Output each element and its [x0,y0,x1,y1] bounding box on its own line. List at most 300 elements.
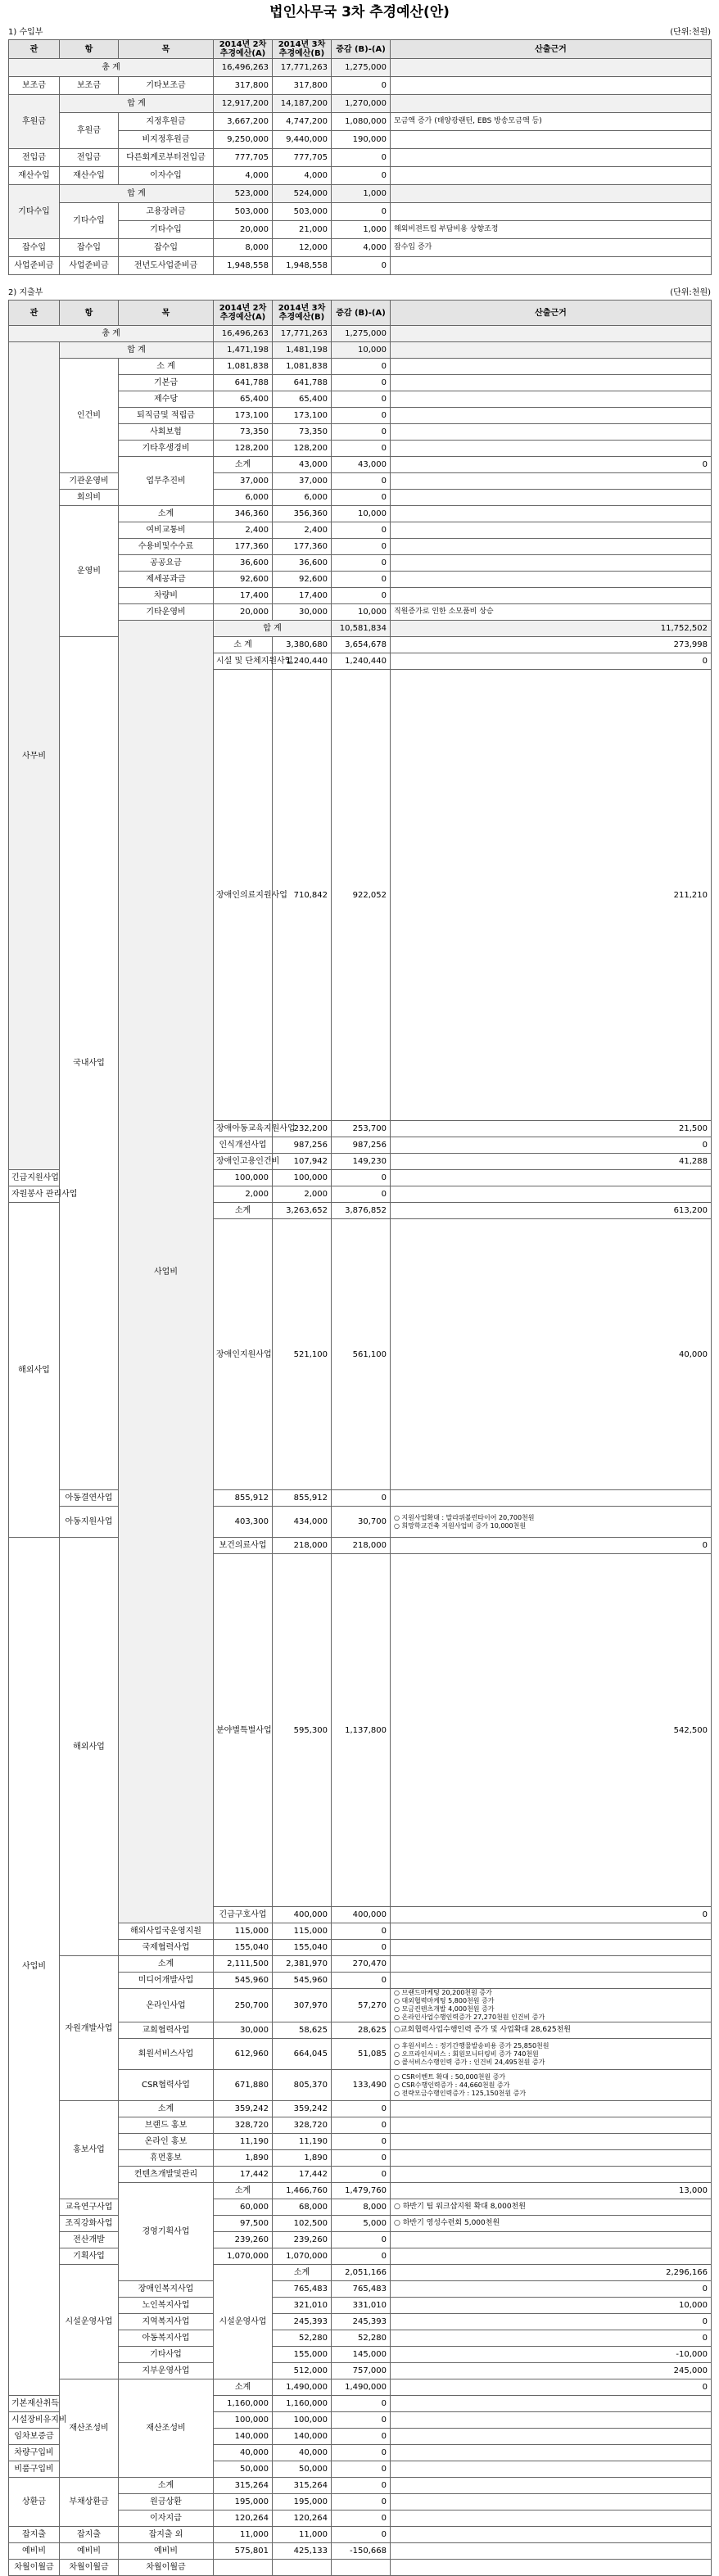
category-cell: 기본재산취득 [9,2396,60,2412]
category-cell: 전년도사업준비금 [119,257,214,275]
category-cell: 합 계 [60,95,214,113]
table-row [9,2216,712,2232]
amount-cell: 115,000 [273,1923,332,1940]
amount-cell: 14,187,200 [273,95,332,113]
category-cell: 소계 [214,457,273,473]
basis-cell [391,77,712,95]
basis-cell [391,326,712,342]
amount-cell: 16,496,263 [214,59,273,77]
amount-cell: 1,080,000 [332,113,391,131]
amount-cell: 43,000 [332,457,391,473]
table-row [9,2199,712,2216]
basis-cell [391,572,712,588]
category-cell: 노인복지사업 [119,2298,214,2314]
amount-cell: 0 [332,167,391,185]
category-cell: 온라인사업 [119,1989,214,2022]
amount-cell: 10,000 [332,506,391,522]
amount-cell: 17,400 [273,588,332,604]
category-cell: 잡수입 [60,239,119,257]
expense-header-row [9,301,712,326]
amount-cell: 16,496,263 [214,326,273,342]
header-diff: 증감 (B)-(A) [332,40,391,59]
amount-cell: 855,912 [214,1490,273,1507]
amount-cell: 1,466,760 [273,2183,332,2199]
table-row [9,2248,712,2265]
amount-cell: 2,296,166 [391,2265,712,2281]
amount-cell: 120,264 [214,2510,273,2527]
category-cell: 차량비 [119,588,214,604]
amount-cell: 757,000 [332,2363,391,2379]
amount-cell: 521,100 [273,1219,332,1490]
table-row [9,326,712,342]
header-budget-b: 2014년 3차 추경예산(B) [273,40,332,59]
amount-cell: 50,000 [214,2461,273,2478]
amount-cell: 11,000 [273,2527,332,2543]
amount-cell: 545,960 [273,1973,332,1989]
amount-cell: 245,393 [332,2314,391,2330]
amount-cell: 100,000 [273,1170,332,1186]
amount-cell: 58,625 [273,2022,332,2039]
table-row [9,203,712,221]
basis-cell [391,2248,712,2265]
amount-cell: 765,483 [273,2281,332,2298]
basis-cell [391,1186,712,1203]
amount-cell: 36,600 [214,555,273,572]
category-cell: 상환금 [9,2478,60,2527]
basis-cell [391,95,712,113]
amount-cell: 239,260 [214,2232,273,2248]
category-cell: 차량구입비 [9,2445,60,2461]
table-row [9,1538,712,1554]
table-row [9,2527,712,2543]
amount-cell: 133,490 [332,2070,391,2101]
category-cell: 업무추진비 [119,457,214,506]
basis-cell: 직원증가로 인한 소모품비 상승 [391,604,712,621]
basis-cell [391,131,712,149]
category-cell: 장애인복지사업 [119,2281,214,2298]
amount-cell: 65,400 [214,391,273,408]
amount-cell: 68,000 [273,2199,332,2216]
amount-cell: 0 [332,1170,391,1186]
amount-cell: 30,700 [332,1507,391,1538]
amount-cell: 8,000 [214,239,273,257]
amount-cell: 987,256 [273,1137,332,1154]
amount-cell: 777,705 [214,149,273,167]
amount-cell: 512,000 [273,2363,332,2379]
basis-cell [391,588,712,604]
amount-cell: 211,210 [391,670,712,1121]
table-row [9,149,712,167]
category-cell: 잡지출 외 [119,2527,214,2543]
amount-cell: 4,747,200 [273,113,332,131]
header-diff: 증감 (B)-(A) [332,301,391,326]
header-hang: 항 [60,301,119,326]
table-row [9,2101,712,2117]
basis-cell [391,2232,712,2248]
category-cell: 후원금 [60,113,119,149]
category-cell: 소계 [214,2379,273,2396]
amount-cell: 0 [332,408,391,424]
amount-cell: 0 [332,490,391,506]
amount-cell: 102,500 [273,2216,332,2232]
amount-cell: 0 [332,1973,391,1989]
amount-cell: 30,000 [273,604,332,621]
amount-cell: 0 [391,653,712,670]
table-row [9,239,712,257]
basis-cell: ○교회협력사업수행인력 증가 및 사업확대 28,625천원 [391,2022,712,2039]
category-cell: 재산수입 [9,167,60,185]
amount-cell: 2,381,970 [273,1956,332,1973]
amount-cell: 524,000 [273,185,332,203]
category-cell: 장애인의료지원사업 [214,670,273,1121]
amount-cell: 20,000 [214,604,273,621]
amount-cell: 317,800 [214,77,273,95]
basis-cell [391,408,712,424]
category-cell: 자원봉사 관리사업 [9,1186,60,1203]
amount-cell: 177,360 [273,539,332,555]
amount-cell: 250,700 [214,1989,273,2022]
table-row [9,1956,712,1973]
amount-cell: -150,668 [332,2543,391,2560]
category-cell: 차월이월금 [9,2560,60,2576]
amount-cell: 328,720 [273,2117,332,2134]
category-cell: 전입금 [9,149,60,167]
category-cell: 기타후생경비 [119,441,214,457]
category-cell: 소계 [119,1956,214,1973]
amount-cell: 434,000 [273,1507,332,1538]
category-cell: 온라인 홍보 [119,2134,214,2150]
table-row [9,113,712,131]
amount-cell: 1,000 [332,221,391,239]
amount-cell: 1,948,558 [273,257,332,275]
income-header-row [9,40,712,59]
amount-cell: 346,360 [214,506,273,522]
basis-cell [391,2117,712,2134]
basis-cell [391,2150,712,2167]
category-cell: 제수당 [119,391,214,408]
amount-cell: 0 [332,203,391,221]
table-row [9,2478,712,2494]
amount-cell: 1,275,000 [332,326,391,342]
basis-cell [391,1490,712,1507]
amount-cell: 359,242 [214,2101,273,2117]
amount-cell: 232,200 [273,1121,332,1137]
amount-cell: 9,440,000 [273,131,332,149]
category-cell: 기관운영비 [60,473,119,490]
category-cell: 긴급지원사업 [9,1170,60,1186]
amount-cell: 0 [332,257,391,275]
basis-cell [391,1973,712,1989]
basis-cell [391,1956,712,1973]
category-cell: 조직강화사업 [60,2216,119,2232]
amount-cell: 2,051,166 [332,2265,391,2281]
category-cell: 소계 [214,2183,273,2199]
basis-cell [391,490,712,506]
category-cell: 긴급구호사업 [214,1907,273,1923]
amount-cell: 2,000 [273,1186,332,1203]
category-cell: 국제협력사업 [119,1940,214,1956]
amount-cell: 41,288 [391,1154,712,1170]
category-cell: 이자지급 [119,2510,214,2527]
amount-cell: 13,000 [391,2183,712,2199]
amount-cell: 239,260 [273,2232,332,2248]
amount-cell: 100,000 [214,2412,273,2429]
basis-cell [391,2445,712,2461]
amount-cell: 671,880 [214,2070,273,2101]
table-row [9,2265,712,2281]
table-row [9,2232,712,2248]
amount-cell: 0 [332,1490,391,1507]
amount-cell: 307,970 [273,1989,332,2022]
amount-cell: 0 [332,2101,391,2117]
category-cell: 소계 [119,2478,214,2494]
amount-cell: 0 [332,572,391,588]
category-cell: 회원서비스사업 [119,2039,214,2070]
amount-cell: 0 [332,1923,391,1940]
category-cell: 사회보험 [119,424,214,441]
table-row [9,77,712,95]
amount-cell: 0 [332,2510,391,2527]
amount-cell: 270,470 [332,1956,391,1973]
amount-cell: 2,400 [214,522,273,539]
amount-cell: 36,600 [273,555,332,572]
amount-cell: 245,393 [273,2314,332,2330]
amount-cell: 51,085 [332,2039,391,2070]
basis-cell: ○ 지원사업확대 : 말라위볼런타이어 20,700천원 ○ 희망학교건축 지원사업비 증가 10,000천원 [391,1507,712,1538]
category-cell: 시설운영사업 [214,2265,273,2379]
amount-cell: 0 [332,2445,391,2461]
category-cell: 수용비및수수료 [119,539,214,555]
category-cell: 보조금 [9,77,60,95]
basis-cell [391,2510,712,2527]
basis-cell: ○ 하반기 팀 워크샵지원 확대 8,000천원 [391,2199,712,2216]
amount-cell: 765,483 [332,2281,391,2298]
category-cell: 재산조성비 [60,2379,119,2478]
amount-cell: 400,000 [332,1907,391,1923]
amount-cell: 100,000 [273,2412,332,2429]
amount-cell: 1,160,000 [273,2396,332,2412]
basis-cell [391,2478,712,2494]
amount-cell: 1,948,558 [214,257,273,275]
amount-cell: 0 [332,2150,391,2167]
basis-cell [391,2429,712,2445]
basis-cell [391,2167,712,2183]
basis-cell [391,424,712,441]
category-cell: 합 계 [60,342,214,359]
amount-cell: 40,000 [391,1219,712,1490]
category-cell: 기타사업 [119,2347,214,2363]
category-cell: 기본급 [119,375,214,391]
amount-cell: 613,200 [391,1203,712,1219]
amount-cell: 0 [391,1907,712,1923]
amount-cell: 3,667,200 [214,113,273,131]
header-mok: 목 [119,301,214,326]
amount-cell: 195,000 [273,2494,332,2510]
category-cell: 해외사업 [60,1538,119,1956]
category-cell: 총 계 [9,59,214,77]
amount-cell: 0 [332,77,391,95]
amount-cell: 0 [332,149,391,167]
table-row [9,95,712,113]
category-cell: 재산조성비 [119,2379,214,2478]
amount-cell: 0 [332,522,391,539]
basis-cell [391,2560,712,2576]
category-cell: 장애아동교육지원사업 [214,1121,273,1137]
basis-cell [391,555,712,572]
header-budget-b: 2014년 3차 추경예산(B) [273,301,332,326]
income-section-label: 1) 수입부 [8,28,43,37]
category-cell: 차월이월금 [60,2560,119,2576]
category-cell: 해외사업 [9,1203,60,1538]
category-cell: 인식개선사업 [214,1137,273,1154]
basis-cell: ○ CSR이벤트 확대 : 50,000천원 증가 ○ CSR수행인력증가 : 44,660천원 증가 ○ 전략모금수행인력증가 : 125,150천원 증가 [391,2070,712,2101]
amount-cell: 1,070,000 [273,2248,332,2265]
amount-cell: 0 [332,2429,391,2445]
category-cell: 부채상환금 [60,2478,119,2527]
amount-cell: 10,000 [332,604,391,621]
amount-cell: 317,800 [273,77,332,95]
table-row [9,506,712,522]
amount-cell: 145,000 [332,2347,391,2363]
amount-cell: 30,000 [214,2022,273,2039]
basis-cell [391,539,712,555]
category-cell: 국내사업 [60,637,119,1490]
category-cell: 후원금 [9,95,60,149]
amount-cell: 1,490,000 [273,2379,332,2396]
amount-cell: 805,370 [273,2070,332,2101]
amount-cell: 43,000 [273,457,332,473]
basis-cell [391,2543,712,2560]
table-row [9,59,712,77]
category-cell: 잡지출 [60,2527,119,2543]
amount-cell [214,2560,273,2576]
category-cell: 브랜드 홍보 [119,2117,214,2134]
amount-cell: 1,890 [273,2150,332,2167]
amount-cell: 28,625 [332,2022,391,2039]
amount-cell: 128,200 [273,441,332,457]
table-row [9,1507,712,1538]
basis-cell [391,2461,712,2478]
amount-cell: 218,000 [332,1538,391,1554]
amount-cell: 92,600 [214,572,273,588]
category-cell: 사업비 [119,621,214,1923]
amount-cell: 17,400 [214,588,273,604]
category-cell: 기타수입 [119,221,214,239]
category-cell: 기획사업 [60,2248,119,2265]
amount-cell: 0 [391,2330,712,2347]
category-cell: 교회협력사업 [119,2022,214,2039]
expense-unit-label: (단위:천원) [670,288,711,297]
category-cell: 미디어개발사업 [119,1973,214,1989]
amount-cell: 1,240,440 [332,653,391,670]
basis-cell [391,185,712,203]
amount-cell: 641,788 [214,375,273,391]
category-cell: 소계 [119,506,214,522]
amount-cell: 17,771,263 [273,326,332,342]
amount-cell: 0 [332,2232,391,2248]
category-cell: 소 계 [119,359,214,375]
amount-cell: 6,000 [214,490,273,506]
basis-cell [391,375,712,391]
category-cell: 경영기획사업 [119,2183,214,2281]
amount-cell: 5,000 [332,2216,391,2232]
category-cell: 컨텐츠개발및관리 [119,2167,214,2183]
table-row [9,359,712,375]
amount-cell: 1,160,000 [214,2396,273,2412]
amount-cell: 17,442 [214,2167,273,2183]
amount-cell: 400,000 [273,1907,332,1923]
header-budget-a: 2014년 2차 추경예산(A) [214,40,273,59]
category-cell: 원금상환 [119,2494,214,2510]
amount-cell: 100,000 [214,1170,273,1186]
category-cell: 보건의료사업 [214,1538,273,1554]
category-cell: 제세공과금 [119,572,214,588]
amount-cell: 3,876,852 [332,1203,391,1219]
category-cell: 시설장비유지비 [9,2412,60,2429]
amount-cell: 503,000 [273,203,332,221]
amount-cell: 0 [332,588,391,604]
basis-cell [391,1923,712,1940]
amount-cell: 922,052 [332,670,391,1121]
basis-cell: ○ 후원서비스 : 정기간행물발송비용 증가 25,850천원 ○ 오프라인서비스 : 회원모니터링비 증가 740천원 ○ 콜서비스수행인력 증가 : 인건비 24,495천원 증가 [391,2039,712,2070]
income-table [8,39,712,275]
category-cell: 사업준비금 [60,257,119,275]
basis-cell [391,2134,712,2150]
amount-cell: 21,500 [391,1121,712,1137]
amount-cell: 0 [332,2494,391,2510]
basis-cell [391,522,712,539]
amount-cell: 0 [332,2134,391,2150]
amount-cell: 0 [332,473,391,490]
category-cell: 지정후원금 [119,113,214,131]
amount-cell: 40,000 [273,2445,332,2461]
amount-cell: 140,000 [273,2429,332,2445]
amount-cell: 1,081,838 [214,359,273,375]
amount-cell: 0 [332,391,391,408]
amount-cell: 20,000 [214,221,273,239]
category-cell: 교육연구사업 [60,2199,119,2216]
category-cell: 예비비 [119,2543,214,2560]
category-cell: 비품구입비 [9,2461,60,2478]
amount-cell: 0 [332,441,391,457]
amount-cell: 641,788 [273,375,332,391]
basis-cell [391,2396,712,2412]
category-cell: 인건비 [60,359,119,473]
amount-cell: 2,400 [273,522,332,539]
amount-cell: 155,040 [273,1940,332,1956]
category-cell: 합 계 [60,185,214,203]
amount-cell: 0 [391,2379,712,2396]
category-cell: 홍보사업 [60,2101,119,2199]
category-cell: 사업준비금 [9,257,60,275]
amount-cell: 1,479,760 [332,2183,391,2199]
amount-cell: 0 [332,1186,391,1203]
basis-cell [391,342,712,359]
table-row [9,257,712,275]
basis-cell [391,1170,712,1186]
category-cell: 여비교통비 [119,522,214,539]
basis-cell [391,167,712,185]
category-cell: 총 계 [9,326,214,342]
amount-cell: 120,264 [273,2510,332,2527]
amount-cell: 8,000 [332,2199,391,2216]
amount-cell: 253,700 [332,1121,391,1137]
amount-cell: 425,133 [273,2543,332,2560]
amount-cell: 73,350 [214,424,273,441]
amount-cell: 612,960 [214,2039,273,2070]
amount-cell: 0 [332,2396,391,2412]
amount-cell [332,2560,391,2576]
